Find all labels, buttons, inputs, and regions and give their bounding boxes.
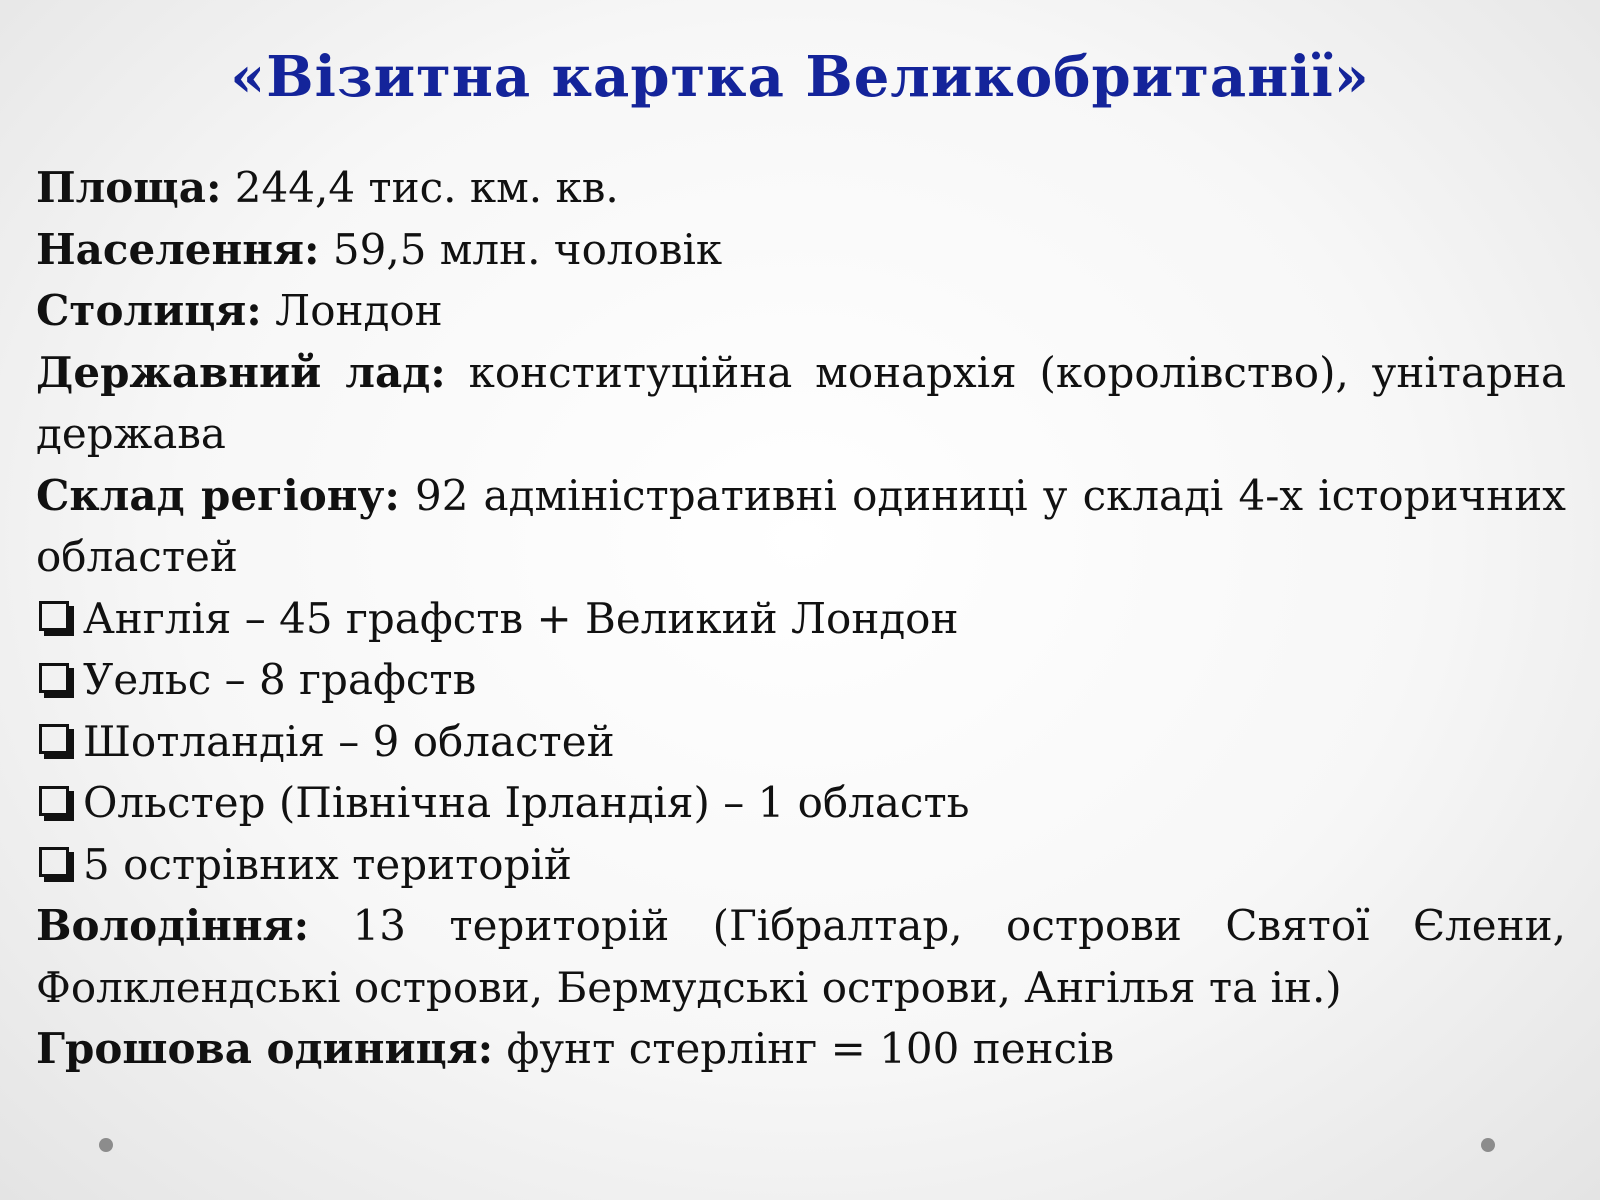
list-item — [36, 711, 1566, 773]
population-label: Населення: — [36, 224, 320, 274]
area-value: 244,4 тис. км. кв. — [221, 163, 619, 212]
checkbox-square-icon — [39, 847, 69, 877]
list-item — [36, 588, 1566, 650]
grey-dot-icon — [1481, 1138, 1495, 1152]
government-label: Державний лад: — [36, 347, 446, 397]
possessions-label: Володіння: — [36, 901, 310, 950]
checkbox-square-icon — [39, 724, 69, 754]
list-item — [36, 649, 1566, 711]
grey-dot-icon — [99, 1138, 113, 1152]
slide-title: «Візитна картка Великобританії» — [230, 44, 1370, 110]
checkbox-square-icon — [39, 601, 69, 631]
regions-value: 92 адміністративні одиниці у складі 4-х історичних областей — [36, 470, 1566, 581]
checkbox-square-icon — [39, 663, 69, 693]
currency-label: Грошова одиниця: — [36, 1024, 494, 1073]
possessions-value: 13 територій (Гібралтар, острови Святої Єлени, Фолклендські острови, Бермудські острови, Ангілья та ін.) — [36, 901, 1566, 1012]
list-item-text: Шотландія – 9 областей — [83, 716, 615, 766]
government-line — [36, 342, 1566, 465]
area-line — [36, 157, 1566, 219]
checkbox-square-icon — [39, 786, 69, 816]
capital-label: Столиця: — [36, 286, 262, 335]
government-value: конституційна монархія (королівство), унітарна держава — [36, 347, 1566, 458]
area-label: Площа: — [36, 163, 222, 212]
capital-value: Лондон — [261, 286, 443, 335]
list-item-text: Ольстер (Північна Ірландія) – 1 область — [83, 778, 970, 827]
list-item — [36, 834, 1566, 896]
regions-list — [36, 588, 1566, 896]
currency-line — [36, 1018, 1566, 1080]
regions-line — [36, 465, 1566, 588]
possessions-line — [36, 895, 1566, 1018]
regions-label: Склад регіону: — [36, 470, 400, 520]
slide-content — [36, 157, 1566, 1080]
currency-value: фунт стерлінг = 100 пенсів — [493, 1024, 1115, 1073]
list-item — [36, 772, 1566, 834]
list-item-text: 5 острівних територій — [83, 839, 572, 889]
list-item-text: Уельс – 8 графств — [83, 655, 477, 704]
capital-line — [36, 280, 1566, 342]
population-value: 59,5 млн. чоловік — [319, 224, 723, 274]
population-line — [36, 219, 1566, 281]
list-item-text: Англія – 45 графств + Великий Лондон — [83, 593, 959, 643]
